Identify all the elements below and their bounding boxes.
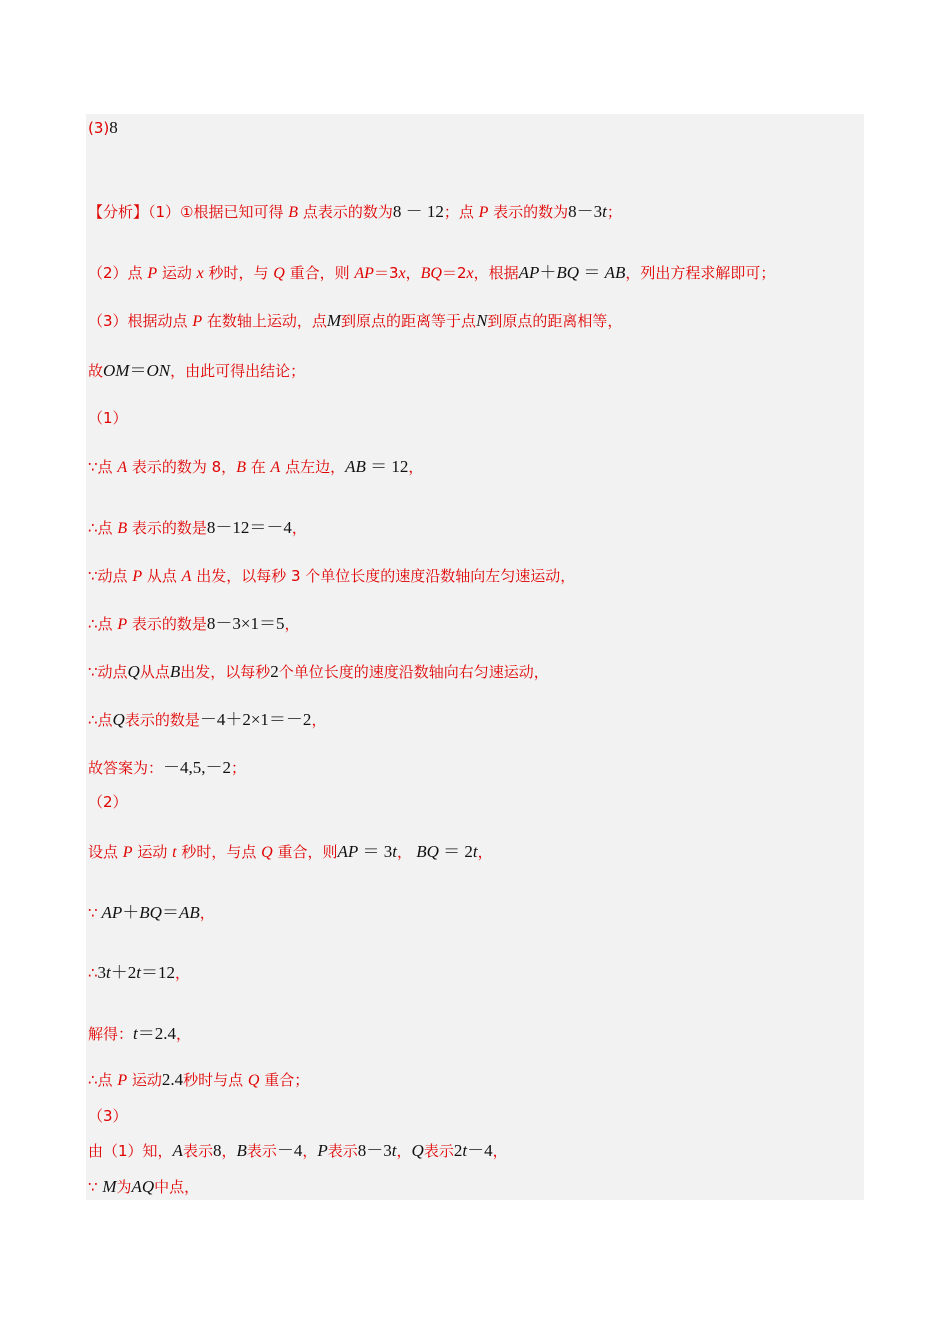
- text-segment: t: [172, 844, 177, 861]
- text-segment: ＝: [579, 263, 605, 282]
- text-segment: 个单位长度的速度沿数轴向右匀速运动，: [278, 663, 549, 681]
- text-segment: ＝ 3: [358, 842, 393, 861]
- text-segment: N: [476, 311, 488, 330]
- text-segment: 秒时，与: [203, 264, 274, 282]
- text-segment: t: [133, 1024, 138, 1043]
- text-segment: P: [132, 568, 143, 585]
- text-segment: ，: [302, 1142, 318, 1160]
- solution-line: [88, 1141, 508, 1161]
- text-segment: ＝2.4: [137, 1024, 176, 1043]
- text-segment: A: [172, 1141, 183, 1160]
- text-segment: P: [478, 204, 489, 221]
- text-segment: ＝: [161, 903, 179, 922]
- text-segment: 出发，以每秒 3 个单位长度的速度沿数轴向左匀速运动，: [191, 567, 576, 585]
- text-segment: ＝: [129, 361, 147, 380]
- text-segment: ，: [175, 964, 191, 982]
- text-segment: AP: [518, 263, 540, 282]
- text-segment: BQ: [556, 263, 580, 282]
- solution-line: [88, 118, 118, 138]
- text-segment: ，: [408, 458, 424, 476]
- text-segment: 运动: [127, 1071, 162, 1089]
- text-segment: M: [326, 311, 342, 330]
- text-segment: 重合，则: [284, 264, 355, 282]
- text-segment: B: [236, 1141, 247, 1160]
- solution-line: [88, 1024, 191, 1044]
- text-segment: ∵: [88, 1178, 103, 1196]
- text-segment: Q: [273, 265, 285, 282]
- text-segment: BQ: [139, 903, 162, 922]
- text-segment: ，: [396, 1142, 412, 1160]
- text-segment: ∴: [88, 964, 98, 982]
- text-segment: ∵动点: [88, 567, 133, 585]
- solution-line: [88, 263, 775, 284]
- solution-line: [88, 758, 246, 778]
- text-segment: 在: [245, 458, 271, 476]
- text-segment: 表示的数是: [124, 711, 200, 729]
- text-segment: t: [472, 842, 478, 861]
- text-segment: 到原点的距离相等，: [487, 312, 623, 330]
- text-segment: t: [462, 1141, 468, 1160]
- text-segment: ，: [477, 843, 493, 861]
- text-segment: ∴点: [88, 615, 118, 633]
- text-segment: AB: [178, 903, 200, 922]
- text-segment: 8－12＝－4: [206, 518, 292, 537]
- text-segment: ；: [606, 203, 622, 221]
- text-segment: ∴点: [88, 1071, 118, 1089]
- text-segment: ＝ 12: [365, 457, 409, 476]
- text-segment: －4: [467, 1141, 493, 1160]
- text-segment: (3): [88, 119, 110, 137]
- text-segment: x: [196, 265, 204, 282]
- solution-line: [88, 566, 575, 587]
- text-segment: 8－3: [568, 202, 603, 221]
- text-segment: x: [398, 265, 406, 282]
- text-segment: ，: [405, 264, 421, 282]
- solution-line: [88, 1106, 128, 1126]
- text-segment: A: [181, 568, 192, 585]
- text-segment: 点左边，: [280, 458, 346, 476]
- text-segment: ∴点: [88, 519, 118, 537]
- text-segment: t: [136, 963, 142, 982]
- text-segment: x: [466, 265, 474, 282]
- text-segment: ，列出方程求解即可；: [625, 264, 776, 282]
- text-segment: BQ: [411, 842, 439, 861]
- text-segment: 8 － 12: [392, 202, 444, 221]
- text-segment: （3）: [88, 1107, 128, 1125]
- text-segment: 运动: [132, 843, 173, 861]
- text-segment: B: [169, 662, 181, 681]
- text-segment: B: [288, 204, 299, 221]
- text-segment: 【分析】（1）①根据已知可得: [88, 203, 289, 221]
- text-segment: 表示: [246, 1142, 277, 1160]
- text-segment: ＋: [122, 903, 140, 922]
- text-segment: ，: [311, 711, 327, 729]
- text-segment: ，: [176, 1025, 192, 1043]
- text-segment: 3: [97, 963, 107, 982]
- text-segment: AQ: [131, 1177, 155, 1196]
- solution-line: [88, 408, 128, 428]
- text-segment: Q: [411, 1141, 424, 1160]
- text-segment: 8: [109, 118, 118, 137]
- text-segment: 表示的数是: [127, 615, 207, 633]
- text-segment: 重合；: [259, 1071, 310, 1089]
- text-segment: Q: [112, 710, 125, 729]
- text-segment: ，: [221, 1142, 237, 1160]
- text-segment: （2）点: [88, 264, 148, 282]
- text-segment: ＝12: [141, 963, 176, 982]
- text-segment: 表示: [423, 1142, 454, 1160]
- text-segment: ，: [396, 843, 412, 861]
- text-segment: AP: [354, 265, 374, 282]
- text-segment: P: [192, 313, 203, 330]
- text-segment: ＝ 2: [438, 842, 473, 861]
- text-segment: M: [102, 1177, 117, 1196]
- solution-line: [88, 311, 622, 332]
- text-segment: P: [122, 844, 133, 861]
- text-segment: ON: [146, 361, 171, 380]
- solution-line: [88, 963, 190, 983]
- text-segment: 为: [116, 1178, 132, 1196]
- text-segment: ，: [199, 904, 215, 922]
- text-segment: A: [117, 459, 128, 476]
- text-segment: 出发，以每秒: [180, 663, 271, 681]
- text-segment: t: [602, 202, 607, 221]
- text-segment: ，由此可得出结论；: [170, 362, 306, 380]
- text-segment: ＋: [539, 263, 557, 282]
- solution-line: [88, 710, 326, 730]
- text-segment: ，: [291, 519, 307, 537]
- text-segment: ∴点: [88, 711, 113, 729]
- text-segment: AP: [97, 903, 123, 922]
- solution-line: [88, 614, 299, 635]
- text-segment: 从点: [142, 567, 182, 585]
- text-segment: 故答案为：: [88, 759, 164, 777]
- text-segment: AP: [337, 842, 359, 861]
- text-segment: 解得：: [88, 1025, 134, 1043]
- text-segment: 表示的数为: [488, 203, 569, 221]
- text-segment: OM: [103, 361, 130, 380]
- text-segment: ∵: [88, 904, 98, 922]
- text-segment: 运动: [157, 264, 197, 282]
- text-segment: 秒时与点: [183, 1071, 248, 1089]
- text-segment: ；: [231, 759, 247, 777]
- solution-line: [88, 792, 128, 812]
- text-segment: 2.4: [161, 1070, 184, 1089]
- text-segment: 8－3: [357, 1141, 392, 1160]
- text-segment: 8: [212, 1141, 222, 1160]
- solution-line: [88, 662, 549, 682]
- text-segment: 由（1）知，: [88, 1142, 173, 1160]
- solution-line: [88, 903, 215, 923]
- text-segment: ；点: [443, 203, 479, 221]
- text-segment: 点表示的数为: [298, 203, 393, 221]
- text-segment: 表示: [327, 1142, 358, 1160]
- text-segment: （2）: [88, 793, 128, 811]
- text-segment: P: [117, 616, 128, 633]
- text-segment: P: [147, 265, 158, 282]
- text-segment: （1）: [88, 409, 128, 427]
- text-segment: ＝3: [373, 264, 399, 282]
- text-segment: 在数轴上运动，点: [202, 312, 327, 330]
- text-segment: A: [270, 459, 281, 476]
- text-segment: Q: [261, 844, 273, 861]
- text-segment: t: [391, 1141, 397, 1160]
- text-segment: 从点: [139, 663, 170, 681]
- text-segment: P: [117, 1072, 128, 1089]
- text-segment: －4: [276, 1141, 303, 1160]
- text-segment: 表示的数为 8，: [127, 458, 237, 476]
- text-segment: 8－3×1＝5: [206, 614, 285, 633]
- solution-line: [88, 518, 307, 539]
- solution-line: [88, 1070, 309, 1091]
- text-segment: －4＋2×1＝－2: [199, 710, 312, 729]
- text-segment: 秒时，与点: [176, 843, 262, 861]
- text-segment: BQ: [420, 265, 442, 282]
- text-segment: ∵动点: [88, 663, 128, 681]
- text-segment: 到原点的距离等于点: [341, 312, 477, 330]
- text-segment: t: [392, 842, 397, 861]
- text-segment: B: [236, 459, 246, 476]
- text-segment: 表示: [182, 1142, 213, 1160]
- solution-line: [88, 202, 622, 223]
- text-segment: －4,5,－2: [163, 758, 232, 777]
- text-segment: P: [317, 1141, 328, 1160]
- text-segment: t: [106, 963, 111, 982]
- solution-line: [88, 1177, 199, 1197]
- text-segment: 故: [88, 362, 104, 380]
- text-segment: 2: [270, 662, 279, 681]
- text-segment: ＋2: [110, 963, 137, 982]
- text-segment: AB: [604, 263, 626, 282]
- text-segment: ，: [492, 1142, 508, 1160]
- text-segment: B: [117, 520, 128, 537]
- solution-line: [88, 457, 423, 478]
- text-segment: ＝2: [441, 264, 467, 282]
- solution-line: [88, 842, 493, 863]
- solution-line: [88, 361, 305, 381]
- text-segment: AB: [345, 457, 366, 476]
- text-segment: （3）根据动点: [88, 312, 193, 330]
- text-segment: 表示的数是: [127, 519, 207, 537]
- text-segment: Q: [247, 1072, 260, 1089]
- text-segment: 中点，: [154, 1178, 200, 1196]
- text-segment: 2: [453, 1141, 463, 1160]
- text-segment: 设点: [88, 843, 123, 861]
- text-segment: Q: [127, 662, 140, 681]
- text-segment: ∵点: [88, 458, 118, 476]
- text-segment: ，: [284, 615, 300, 633]
- text-segment: ，根据: [473, 264, 519, 282]
- text-segment: 重合，则: [272, 843, 338, 861]
